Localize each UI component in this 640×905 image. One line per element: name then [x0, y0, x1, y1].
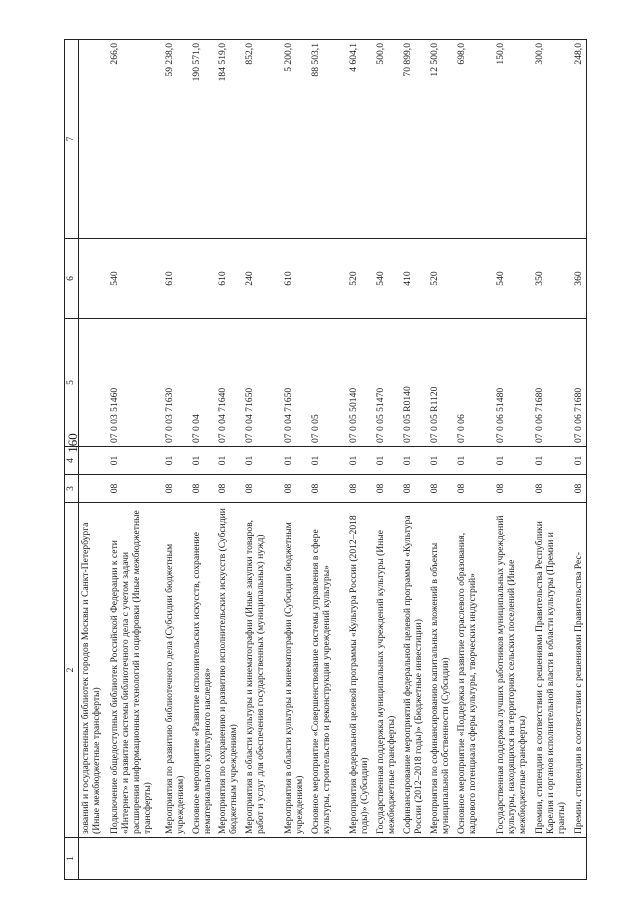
cell-amount: 698,0 [456, 40, 495, 239]
cell-col-3: 08 [191, 475, 217, 503]
cell-col-1 [283, 838, 310, 880]
cell-amount: 5 200,0 [283, 40, 310, 239]
cell-col-6: 610 [164, 239, 191, 319]
cell-col-1 [402, 838, 429, 880]
table-row [164, 40, 191, 880]
header-col-5: 5 [65, 319, 79, 447]
cell-col-1 [534, 838, 573, 880]
table-row [109, 40, 164, 880]
table-row [534, 40, 573, 880]
cell-code: 07 0 03 71630 [164, 319, 191, 447]
cell-name: Мероприятия по развитию библиотечного дела (Субсидии бюджетным учреждениям) [164, 503, 191, 838]
cell-code: 07 0 03 51460 [109, 319, 164, 447]
cell-name: Мероприятия федеральной целевой программы «Культура России (2012–2018 годы)» (Субсидии) [348, 503, 375, 838]
cell-col-3: 08 [244, 475, 283, 503]
cell-col-3: 08 [217, 475, 244, 503]
cell-name: Мероприятия в области культуры и кинематографии (Иные закупки товаров, работ и услуг для обеспечения государственных (муниципальных) нужд) [244, 503, 283, 838]
header-col-7: 7 [65, 40, 79, 239]
cell-col-1 [109, 838, 164, 880]
header-col-2: 2 [65, 503, 79, 838]
cell-name: Мероприятия в области культуры и кинематографии (Субсидии бюджетным учреждениям) [283, 503, 310, 838]
cell-col-6: 360 [573, 239, 587, 319]
table-row [456, 40, 495, 880]
cell-code: 07 0 05 51470 [375, 319, 402, 447]
table-row [402, 40, 429, 880]
cell-col-4: 01 [429, 447, 456, 475]
cell-code: 07 0 04 71650 [244, 319, 283, 447]
cell-col-3: 08 [310, 475, 348, 503]
cell-name: Основное мероприятие «Совершенствование системы управления в сфере культуры, строительство и реконструкция учреждений культуры» [310, 503, 348, 838]
table-row [348, 40, 375, 880]
cell-col-4: 01 [109, 447, 164, 475]
table-row [495, 40, 534, 880]
rotated-page [64, 40, 604, 880]
cell-col-4: 01 [534, 447, 573, 475]
table-row [429, 40, 456, 880]
cell-col-6: 540 [495, 239, 534, 319]
cell-col-3: 08 [495, 475, 534, 503]
cell-col-4: 01 [191, 447, 217, 475]
cell-name: Премии, стипендии в соответствии с решениями Правительства Рес- [573, 503, 587, 838]
cell-col-4: 01 [573, 447, 587, 475]
cell-col-4 [79, 447, 109, 475]
cell-col-4: 01 [402, 447, 429, 475]
cell-name: Государственная поддержка муниципальных учреждений культуры (Иные межбюджетные трансферты) [375, 503, 402, 838]
header-col-1: 1 [65, 838, 79, 880]
cell-amount: 88 503,1 [310, 40, 348, 239]
cell-col-6: 350 [534, 239, 573, 319]
cell-col-4: 01 [495, 447, 534, 475]
cell-name: зований и государственных библиотек городов Москвы и Санкт-Петербурга (Иные межбюджетные трансферты) [79, 503, 109, 838]
cell-code: 07 0 04 71650 [283, 319, 310, 447]
cell-col-4: 01 [375, 447, 402, 475]
cell-code: 07 0 05 R1120 [429, 319, 456, 447]
table-row [310, 40, 348, 880]
cell-col-4: 01 [456, 447, 495, 475]
cell-code: 07 0 04 71640 [217, 319, 244, 447]
cell-col-1 [244, 838, 283, 880]
cell-col-6 [310, 239, 348, 319]
cell-amount: 300,0 [534, 40, 573, 239]
cell-col-6 [456, 239, 495, 319]
cell-amount: 852,0 [244, 40, 283, 239]
cell-col-3: 08 [456, 475, 495, 503]
cell-col-6: 520 [429, 239, 456, 319]
cell-name: Мероприятия по софинансированию капитальных вложений в объекты муниципальной собственности (Субсидии) [429, 503, 456, 838]
cell-name: Подключение общедоступных библиотек Российской Федерации к сети «Интернет» и развитие системы библиотечного дела с учетом задачи расширения информационных технологий и оцифровки (Иные межбюджетные трансферты) [109, 503, 164, 838]
cell-col-4: 01 [164, 447, 191, 475]
cell-amount [79, 40, 109, 239]
cell-col-1 [310, 838, 348, 880]
page-number: 160 [65, 433, 80, 453]
header-col-4: 4 [65, 447, 79, 475]
cell-col-4: 01 [244, 447, 283, 475]
cell-code: 07 0 06 71680 [573, 319, 587, 447]
cell-name: Мероприятия по сохранению и развитию исполнительских искусств (Субсидии бюджетным учреждениям) [217, 503, 244, 838]
cell-col-3: 08 [573, 475, 587, 503]
header-col-3: 3 [65, 475, 79, 503]
cell-col-4: 01 [283, 447, 310, 475]
budget-table [64, 39, 587, 880]
cell-amount: 59 238,0 [164, 40, 191, 239]
cell-col-3: 08 [283, 475, 310, 503]
cell-amount: 248,0 [573, 40, 587, 239]
cell-col-3: 08 [348, 475, 375, 503]
cell-col-3: 08 [109, 475, 164, 503]
cell-col-1 [573, 838, 587, 880]
cell-amount: 190 571,0 [191, 40, 217, 239]
cell-amount: 70 899,0 [402, 40, 429, 239]
cell-amount: 266,0 [109, 40, 164, 239]
cell-code: 07 0 05 [310, 319, 348, 447]
cell-col-3: 08 [402, 475, 429, 503]
header-col-6: 6 [65, 239, 79, 319]
cell-col-6: 410 [402, 239, 429, 319]
cell-col-3: 08 [164, 475, 191, 503]
table-row [283, 40, 310, 880]
cell-col-6 [191, 239, 217, 319]
cell-col-1 [79, 838, 109, 880]
cell-col-1 [348, 838, 375, 880]
cell-name: Премии, стипендии в соответствии с решениями Правительства Республики Карелия и органов исполнительной власти в области культуры (Премии и гранты) [534, 503, 573, 838]
table-row [375, 40, 402, 880]
cell-col-6: 520 [348, 239, 375, 319]
cell-col-6: 610 [217, 239, 244, 319]
cell-name: Основное мероприятие «Поддержка и развитие отраслевого образования, кадрового потенциала сферы культуры, творческих индустрий» [456, 503, 495, 838]
cell-col-6: 540 [109, 239, 164, 319]
cell-col-4: 01 [348, 447, 375, 475]
cell-name: Основное мероприятие «Развитие исполнительских искусств, сохранение нематериального культурного наследия» [191, 503, 217, 838]
cell-col-1 [429, 838, 456, 880]
cell-col-6 [79, 239, 109, 319]
cell-amount: 500,0 [375, 40, 402, 239]
cell-amount: 12 500,0 [429, 40, 456, 239]
cell-col-6: 610 [283, 239, 310, 319]
cell-code [79, 319, 109, 447]
cell-code: 07 0 06 51480 [495, 319, 534, 447]
table-row [217, 40, 244, 880]
cell-amount: 4 604,1 [348, 40, 375, 239]
cell-name: Софинансирование мероприятий федеральной целевой программы «Культура России (2012–2018 годы)» (Бюджетные инвестиции) [402, 503, 429, 838]
cell-col-6: 540 [375, 239, 402, 319]
cell-code: 07 0 05 50140 [348, 319, 375, 447]
cell-code: 07 0 04 [191, 319, 217, 447]
cell-amount: 184 519,0 [217, 40, 244, 239]
cell-code: 07 0 06 [456, 319, 495, 447]
table-header [65, 40, 79, 880]
cell-name: Государственная поддержка лучших работников муниципальных учреждений культуры, находящихся на территориях сельских поселений (Иные межбюджетные трансферты) [495, 503, 534, 838]
table-row [79, 40, 109, 880]
cell-col-4: 01 [310, 447, 348, 475]
cell-col-3: 08 [534, 475, 573, 503]
cell-code: 07 0 05 R0140 [402, 319, 429, 447]
cell-col-1 [495, 838, 534, 880]
table-row [191, 40, 217, 880]
cell-col-3: 08 [429, 475, 456, 503]
cell-col-3 [79, 475, 109, 503]
cell-col-3: 08 [375, 475, 402, 503]
cell-col-1 [191, 838, 217, 880]
cell-col-4: 01 [217, 447, 244, 475]
cell-code: 07 0 06 71680 [534, 319, 573, 447]
cell-col-1 [456, 838, 495, 880]
cell-amount: 150,0 [495, 40, 534, 239]
cell-col-1 [217, 838, 244, 880]
cell-col-6: 240 [244, 239, 283, 319]
table-row [244, 40, 283, 880]
table-row [573, 40, 587, 880]
cell-col-1 [375, 838, 402, 880]
cell-col-1 [164, 838, 191, 880]
